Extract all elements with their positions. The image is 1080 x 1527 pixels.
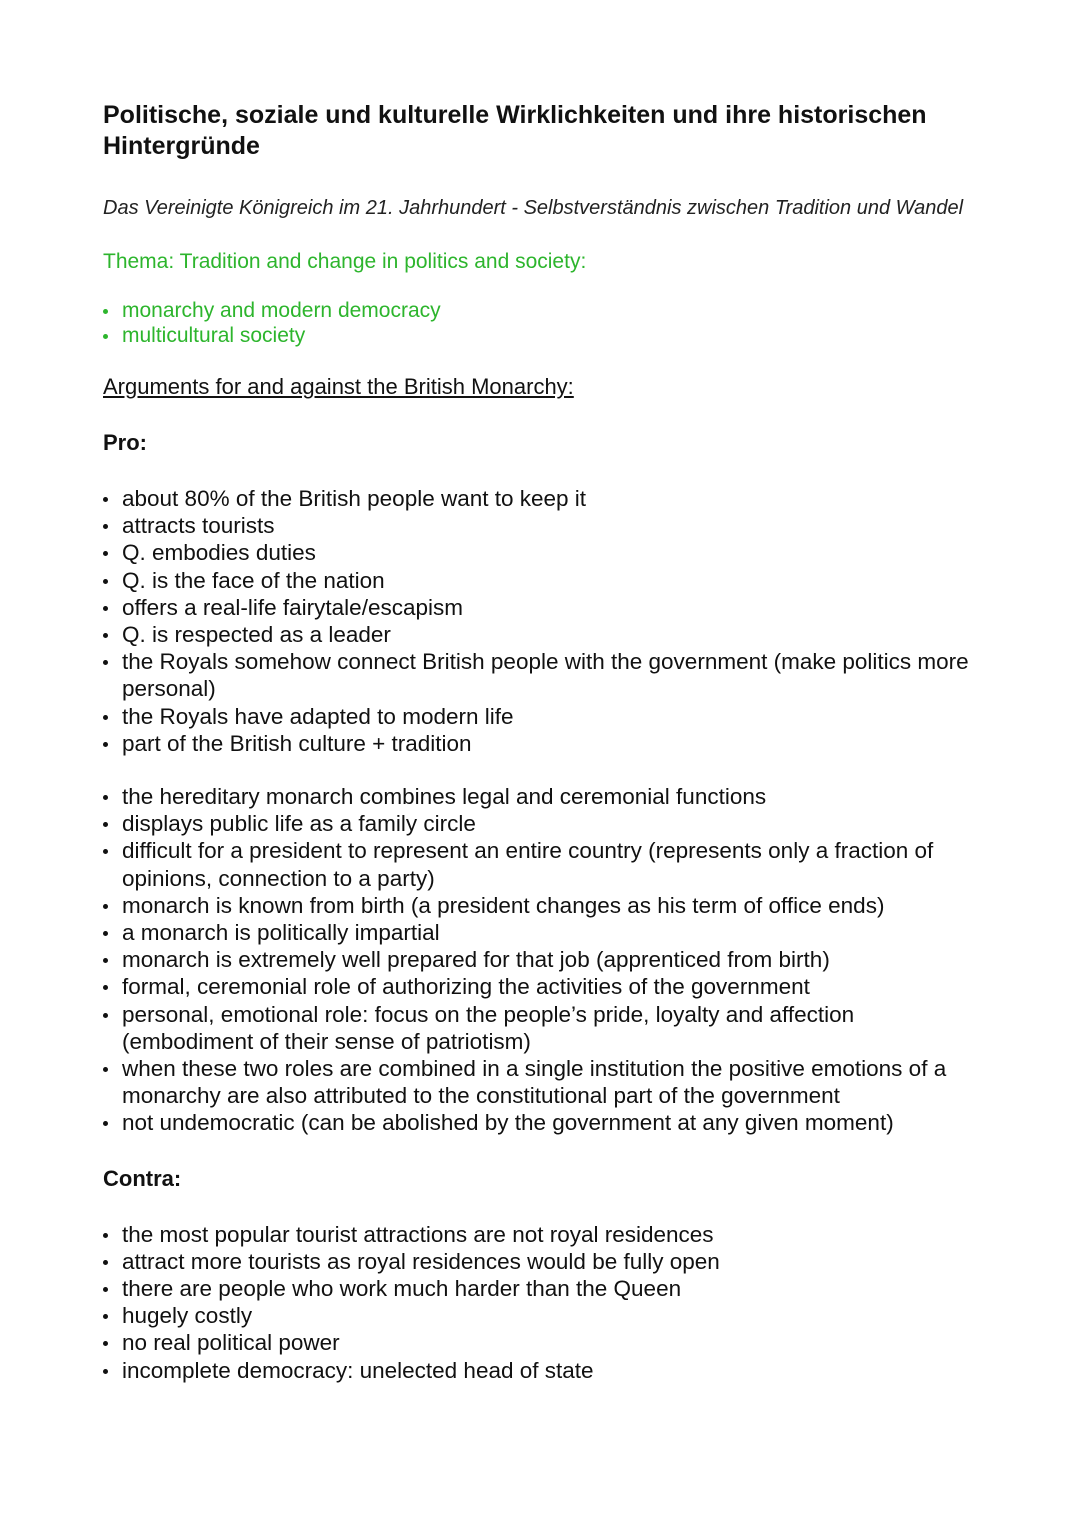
pro-item: the Royals somehow connect British people with the government (make politics more personal): [103, 648, 983, 702]
topic-item: multicultural society: [103, 323, 983, 348]
document-page: [103, 100, 983, 1384]
pro-item: part of the British culture + tradition: [103, 730, 983, 757]
pro-item: monarch is extremely well prepared for that job (apprenticed from birth): [103, 946, 983, 973]
pro-item: when these two roles are combined in a single institution the positive emotions of a monarchy are also attributed to the constitutional part of the government: [103, 1055, 983, 1109]
pro-item: attracts tourists: [103, 512, 983, 539]
topic-list: [103, 298, 983, 348]
contra-item: the most popular tourist attractions are not royal residences: [103, 1221, 983, 1248]
contra-item: attract more tourists as royal residences would be fully open: [103, 1248, 983, 1275]
contra-list: [103, 1221, 983, 1384]
document-subtitle: Das Vereinigte Königreich im 21. Jahrhundert - Selbstverständnis zwischen Tradition und Wandel: [103, 197, 964, 219]
contra-item: there are people who work much harder than the Queen: [103, 1275, 983, 1302]
pro-item: about 80% of the British people want to keep it: [103, 485, 983, 512]
pro-item: Q. embodies duties: [103, 539, 983, 566]
pro-item: a monarch is politically impartial: [103, 919, 983, 946]
pro-item: the hereditary monarch combines legal and ceremonial functions: [103, 783, 983, 810]
pro-item: difficult for a president to represent an entire country (represents only a fraction of opinions, connection to a party): [103, 837, 983, 891]
pro-item: displays public life as a family circle: [103, 810, 983, 837]
pro-item: formal, ceremonial role of authorizing the activities of the government: [103, 973, 983, 1000]
pro-item: Q. is respected as a leader: [103, 621, 983, 648]
topic-item: monarchy and modern democracy: [103, 298, 983, 323]
pro-item: personal, emotional role: focus on the people’s pride, loyalty and affection (embodiment of their sense of patriotism): [103, 1001, 983, 1055]
contra-item: no real political power: [103, 1329, 983, 1356]
pro-heading: Pro:: [103, 430, 147, 455]
pro-list-group-2: [103, 783, 983, 1137]
contra-item: hugely costly: [103, 1302, 983, 1329]
topic-heading: Thema: Tradition and change in politics and society:: [103, 250, 587, 273]
contra-item: incomplete democracy: unelected head of state: [103, 1357, 983, 1384]
pro-item: monarch is known from birth (a president changes as his term of office ends): [103, 892, 983, 919]
pro-item: Q. is the face of the nation: [103, 567, 983, 594]
pro-item: offers a real-life fairytale/escapism: [103, 594, 983, 621]
contra-heading: Contra:: [103, 1165, 182, 1191]
pro-item: not undemocratic (can be abolished by the government at any given moment): [103, 1109, 983, 1136]
arguments-heading: Arguments for and against the British Monarchy:: [103, 374, 574, 399]
document-title: Politische, soziale und kulturelle Wirklichkeiten und ihre historischen Hintergründe: [103, 101, 927, 160]
pro-list-group-1: [103, 485, 983, 757]
pro-item: the Royals have adapted to modern life: [103, 703, 983, 730]
